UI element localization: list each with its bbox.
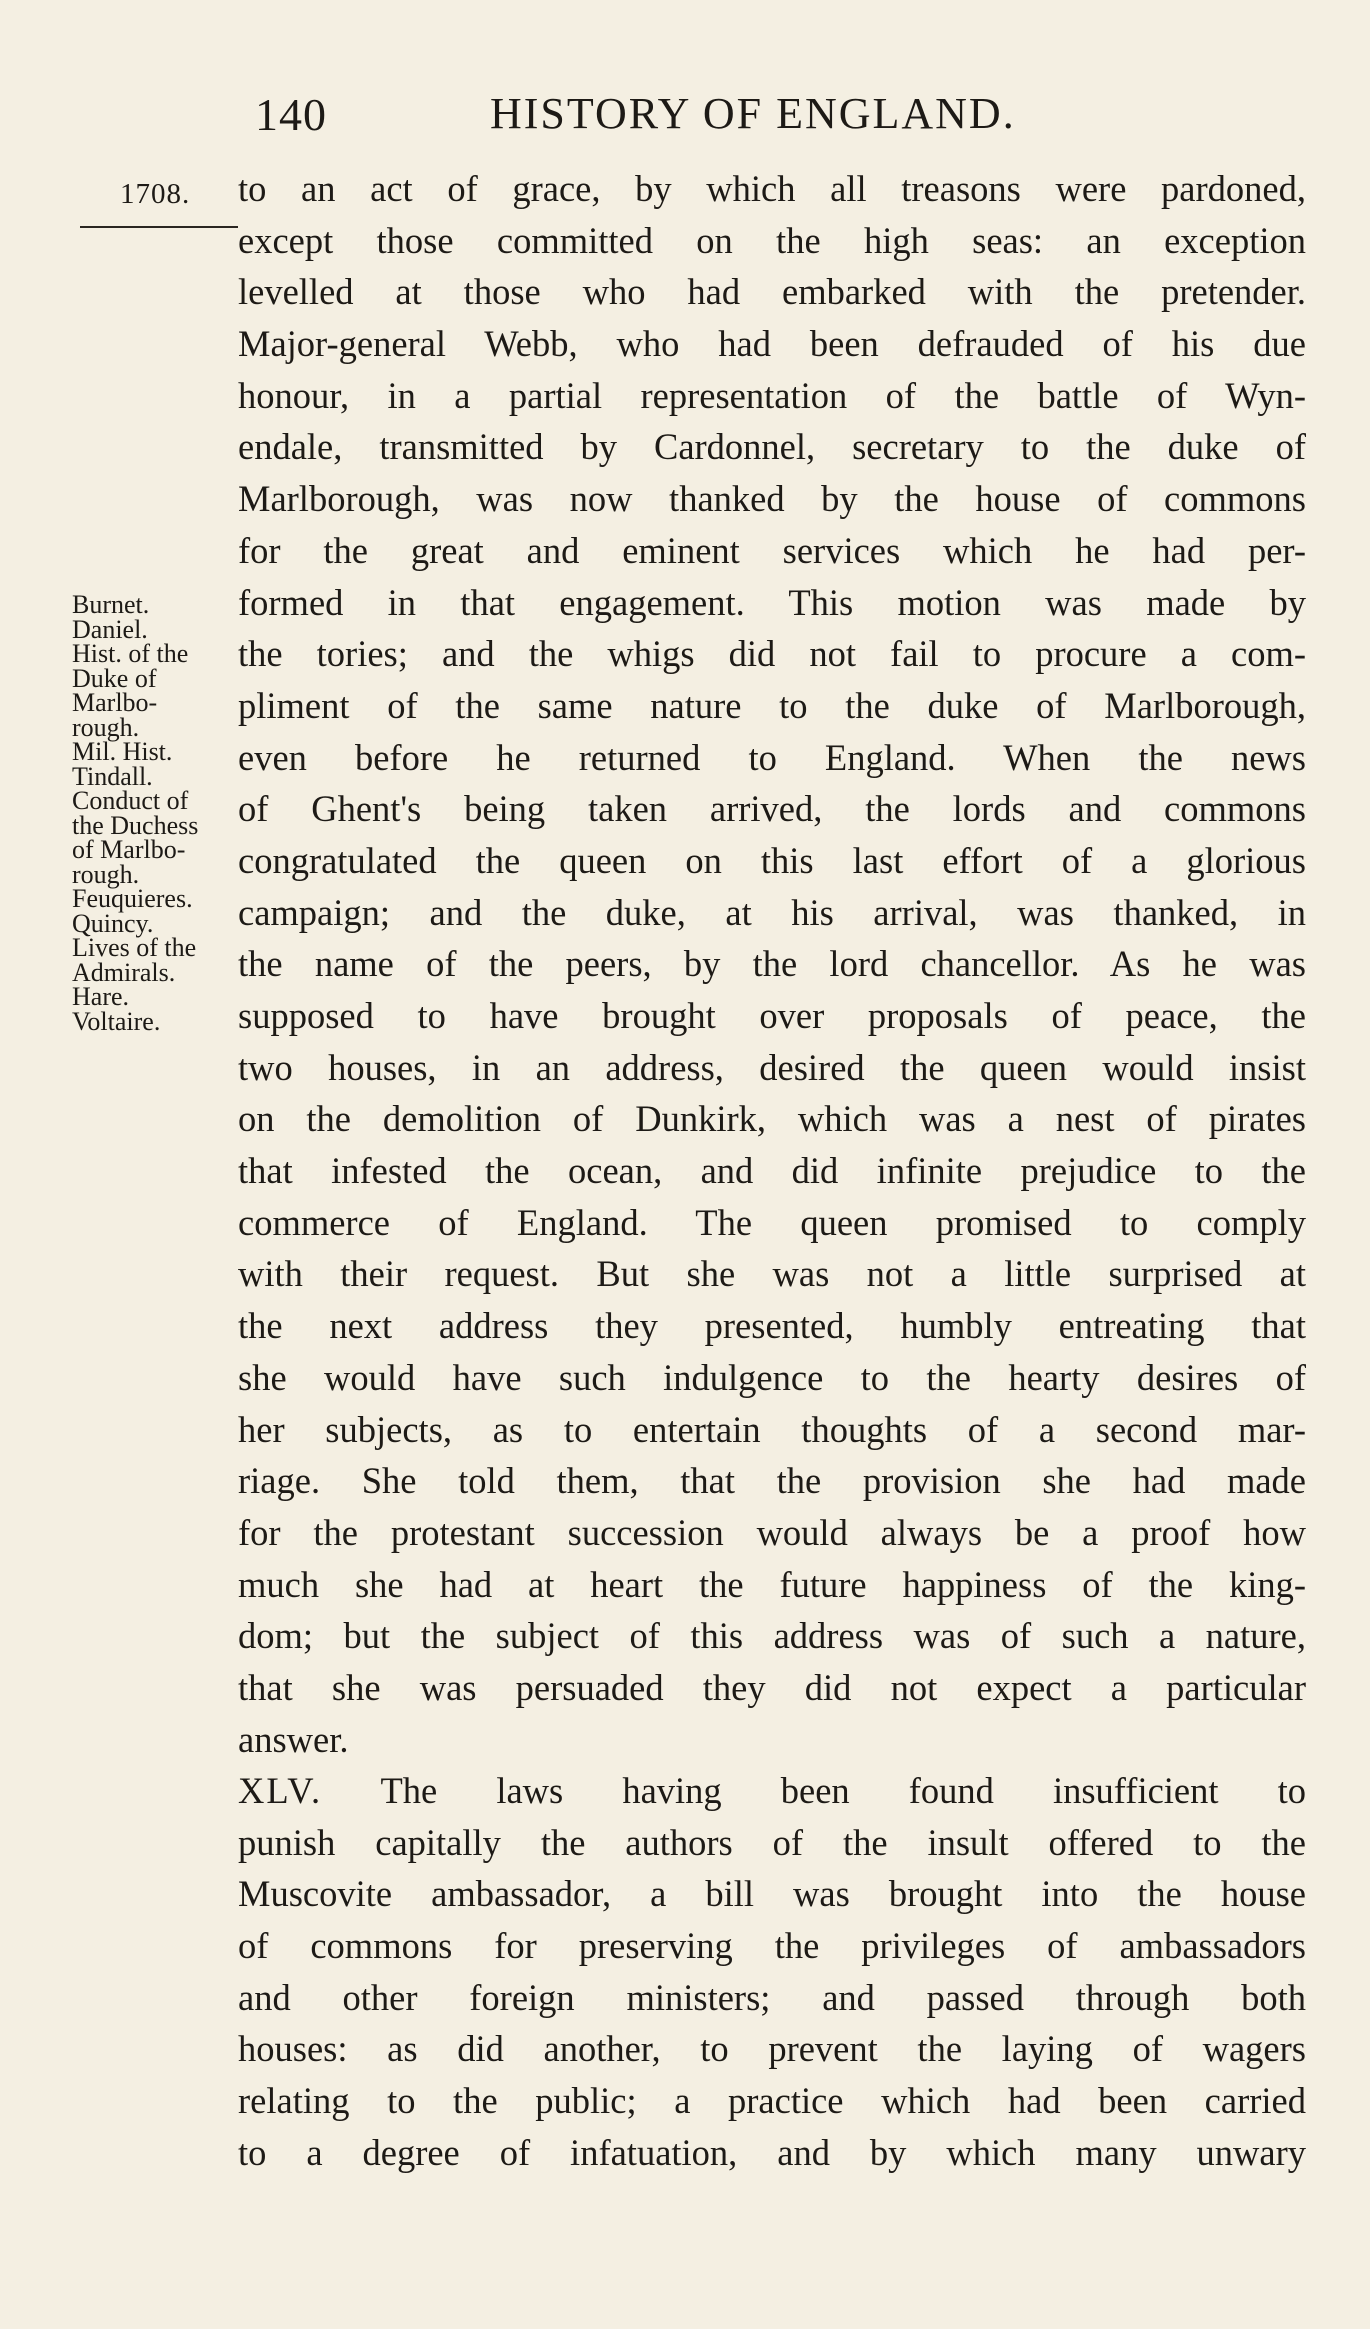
- text-line: [238, 1765, 1306, 1817]
- section-number: XLV.: [238, 1770, 323, 1811]
- text-line: of commons for preserving the privileges of ambassadors: [238, 1925, 1306, 1967]
- text-line: commerce of England. The queen promised to comply: [238, 1201, 1306, 1243]
- text-line: for the great and eminent services which he had per-: [238, 529, 1306, 571]
- source-note-line: Hare.: [72, 982, 130, 1011]
- source-note-line: Admirals.: [72, 957, 176, 987]
- source-note-line: Lives of the: [72, 933, 197, 962]
- text-line: riage. She told them, that the provision she had made: [238, 1460, 1306, 1502]
- text-line: the name of the peers, by the lord chancellor. As he was: [238, 943, 1306, 985]
- source-note-line: of Marlbo-: [72, 835, 186, 864]
- text-line: to a degree of infatuation, and by which many unwary: [238, 2131, 1306, 2173]
- source-note-line: the Duchess: [72, 810, 199, 840]
- text-line: congratulated the queen on this last effort of a glorious: [238, 839, 1306, 881]
- margin-rule: [80, 226, 238, 228]
- text-line: supposed to have brought over proposals of peace, the: [238, 995, 1306, 1036]
- text-line: for the protestant succession would always be a proof how: [238, 1511, 1306, 1553]
- body-paragraph-1: [238, 163, 1306, 1765]
- text-line: the tories; and the whigs did not fail to procure a com-: [238, 633, 1306, 675]
- text-line: relating to the public; a practice which had been carried: [238, 2080, 1306, 2122]
- text-line: the next address they presented, humbly entreating that: [238, 1305, 1306, 1347]
- source-note-line: Mil. Hist.: [72, 737, 173, 766]
- source-note-line: Daniel.: [72, 614, 148, 644]
- page-header: [0, 88, 1370, 144]
- source-note-line: Feuquieres.: [72, 884, 193, 913]
- text-line: of Ghent's being taken arrived, the lords and commons: [238, 788, 1306, 830]
- text-line: that she was persuaded they did not expect a particular: [238, 1666, 1306, 1708]
- text-line: except those committed on the high seas: an exception: [238, 219, 1306, 261]
- text-line: houses: as did another, to prevent the laying of wagers: [238, 2028, 1306, 2070]
- body-paragraph-2: [238, 1765, 1306, 2179]
- text-line: on the demolition of Dunkirk, which was a nest of pirates: [238, 1098, 1306, 1140]
- source-note-line: Voltaire.: [72, 1006, 161, 1036]
- margin-source-notes: [72, 590, 242, 1036]
- source-note-line: Duke of: [72, 663, 157, 693]
- source-note-line: Quincy.: [72, 908, 154, 938]
- text-line: that infested the ocean, and did infinite prejudice to the: [238, 1150, 1306, 1192]
- text-line: pliment of the same nature to the duke of Marlborough,: [238, 684, 1306, 726]
- source-note-line: Marlbo-: [72, 688, 158, 717]
- source-note-line: rough.: [72, 859, 140, 889]
- text-line: she would have such indulgence to the hearty desires of: [238, 1356, 1306, 1398]
- text-line: dom; but the subject of this address was of such a nature,: [238, 1615, 1306, 1657]
- source-note-line: rough.: [72, 712, 140, 742]
- source-note-line: Burnet.: [72, 590, 150, 619]
- running-title: HISTORY OF ENGLAND.: [490, 89, 1016, 138]
- text-line: Major-general Webb, who had been defrauded of his due: [238, 323, 1306, 365]
- page-number: 140: [255, 89, 327, 140]
- text-line: endale, transmitted by Cardonnel, secretary to the duke of: [238, 426, 1306, 468]
- text-line: levelled at those who had embarked with the pretender.: [238, 271, 1306, 313]
- text-line: Marlborough, was now thanked by the house of commons: [238, 478, 1306, 520]
- text-line: answer.: [238, 1718, 349, 1760]
- text-line: with their request. But she was not a little surprised at: [238, 1253, 1306, 1295]
- source-note-line: Tindall.: [72, 761, 153, 791]
- source-note-line: Hist. of the: [72, 639, 189, 668]
- section-opening-text: The laws having been found insufficient to: [380, 1770, 1306, 1811]
- text-line: her subjects, as to entertain thoughts of a second mar-: [238, 1408, 1306, 1450]
- text-line: and other foreign ministers; and passed through both: [238, 1976, 1306, 2018]
- text-line: punish capitally the authors of the insult offered to the: [238, 1821, 1306, 1863]
- text-line: honour, in a partial representation of the battle of Wyn-: [238, 374, 1306, 416]
- text-line: to an act of grace, by which all treasons were pardoned,: [238, 168, 1306, 209]
- text-line: two houses, in an address, desired the queen would insist: [238, 1046, 1306, 1088]
- text-line: formed in that engagement. This motion was made by: [238, 581, 1306, 623]
- text-line: even before he returned to England. When the news: [238, 736, 1306, 778]
- text-line: campaign; and the duke, at his arrival, was thanked, in: [238, 891, 1306, 933]
- text-line: much she had at heart the future happiness of the king-: [238, 1563, 1306, 1605]
- text-line: Muscovite ambassador, a bill was brought into the house: [238, 1873, 1306, 1915]
- margin-year: 1708.: [120, 178, 191, 210]
- source-note-line: Conduct of: [72, 786, 189, 815]
